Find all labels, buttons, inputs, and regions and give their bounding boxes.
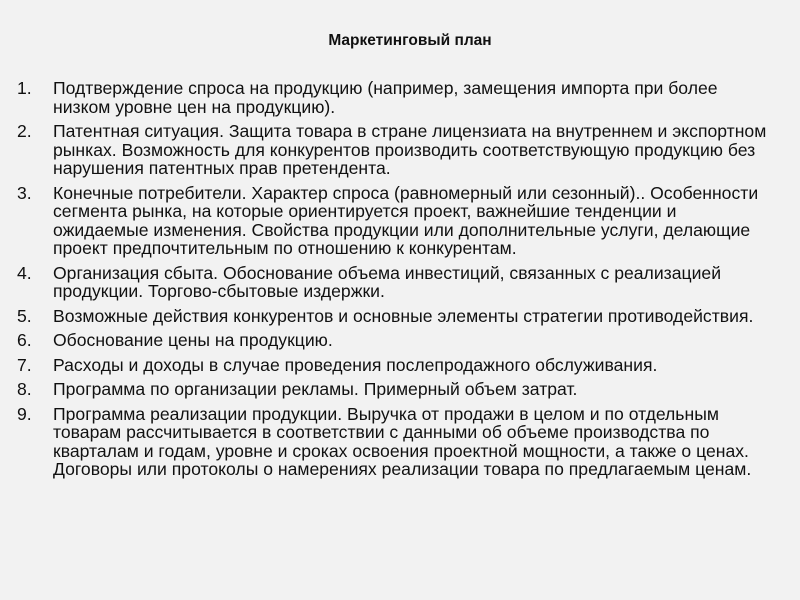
list-item: [0, 356, 800, 375]
numbered-list: [0, 79, 800, 479]
list-item-text: Патентная ситуация. Защита товара в стране лицензиата на внутреннем и экспортном рынках. Возможность для конкурентов производить соответствующую продукцию без нарушения патентных прав претендента.: [53, 121, 767, 178]
list-item-number: 4.: [17, 262, 32, 283]
list-item: [0, 79, 800, 116]
list-item-number: 1.: [17, 78, 32, 98]
slide-title: Маркетинговый план: [328, 32, 492, 49]
list-item: [0, 184, 800, 258]
list-item: [0, 380, 800, 399]
list-item: [0, 122, 800, 178]
list-item-text: Обоснование цены на продукцию.: [53, 330, 333, 350]
list-item-number: 6.: [17, 330, 32, 350]
list-item-number: 5.: [17, 305, 32, 326]
list-item-text: Организация сбыта. Обоснование объема инвестиций, связанных с реализацией продукции. Торгово-сбытовые издержки.: [53, 262, 722, 301]
list-item-text: Программа реализации продукции. Выручка от продажи в целом и по отдельным товарам рассчитывается в соответствии с данными об объеме производства по кварталам и годам, уровне и сроках освоения проектной мощности, а также о ценах. Договоры или протоколы о намерениях реализации товара по предлагаемым ценам.: [53, 403, 752, 479]
list-item-number: 8.: [17, 379, 32, 399]
list-item-text: Подтверждение спроса на продукцию (например, замещения импорта при более низком уровне цен на продукцию).: [53, 78, 718, 117]
list-item-text: Конечные потребители. Характер спроса (равномерный или сезонный).. Особенности сегмента рынка, на которые ориентируется проект, важнейшие тенденции и ожидаемые изменения. Свойства продукции или дополнительные услуги, делающие проект предпочтительным по отношению к конкурентам.: [53, 182, 759, 258]
list-item-text: Возможные действия конкурентов и основные элементы стратегии противодействия.: [53, 305, 754, 326]
list-item-text: Расходы и доходы в случае проведения послепродажного обслуживания.: [53, 354, 658, 375]
list-item: [0, 307, 800, 326]
list-item: [0, 264, 800, 301]
list-item-number: 3.: [17, 182, 32, 203]
list-item: [0, 405, 800, 479]
list-item-text: Программа по организации рекламы. Примерный объем затрат.: [53, 379, 578, 399]
list-item-number: 2.: [17, 121, 32, 141]
list-item: [0, 331, 800, 350]
list-item-number: 9.: [17, 403, 32, 424]
list-item-number: 7.: [17, 354, 32, 375]
